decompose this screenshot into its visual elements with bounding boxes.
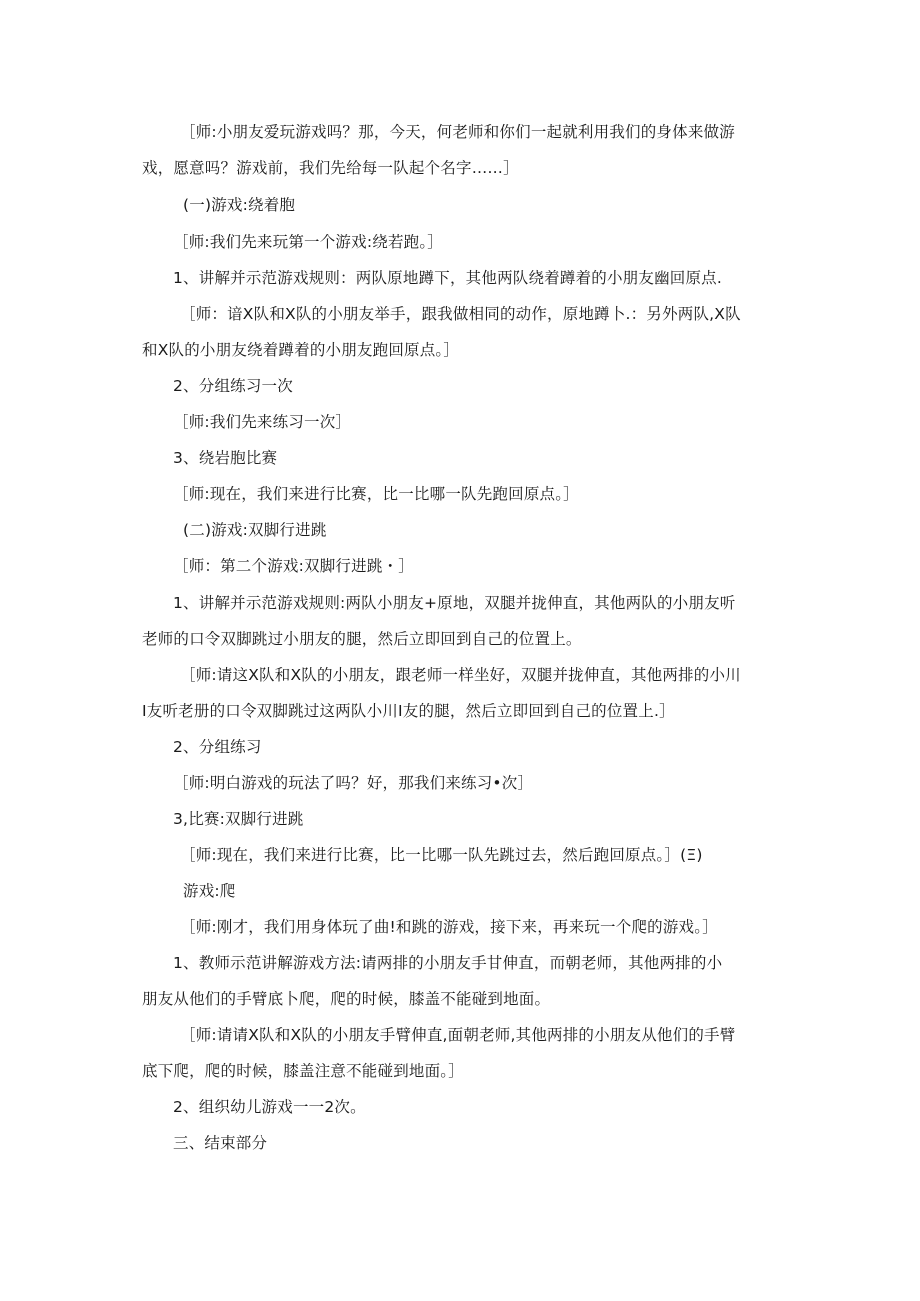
text-line: 3、绕岩胞比赛 xyxy=(173,449,278,467)
text-line: ［师:我们先来练习一次］ xyxy=(173,413,352,431)
text-line: 1、教师示范讲解游戏方法:请两排的小朋友手甘伸直，而朝老师，其他两排的小 xyxy=(173,954,723,972)
text-line: ［师：谙X队和X队的小朋友举手，跟我做相同的动作，原地蹲卜.：另外两队,X队 xyxy=(180,305,741,323)
text-line: I友听老册的口令双脚跳过这两队小川I友的腿，然后立即回到自己的位置上.］ xyxy=(142,702,675,720)
text-line: 底下爬，爬的时候，膝盖注意不能碰到地面。］ xyxy=(142,1062,464,1080)
text-line: ［师:现在，我们来进行比赛，比一比哪一队先跑回原点。］ xyxy=(173,485,579,503)
text-line: 3,比赛:双脚行进跳 xyxy=(173,810,304,828)
text-line: (二)游戏:双脚行进跳 xyxy=(183,521,327,539)
text-line: ［师:请请X队和X队的小朋友手臂伸直,面朝老师,其他两排的小朋友从他们的手臂 xyxy=(180,1026,736,1044)
text-line: ［师:我们先来玩第一个游戏:绕若跑。］ xyxy=(173,233,443,251)
text-line: 戏，愿意吗？游戏前，我们先给每一队起个名字……］ xyxy=(142,159,519,177)
text-line: ［师:小朋友爱玩游戏吗？那，今天，何老师和你们一起就利用我们的身体来做游 xyxy=(180,123,735,141)
text-line: ［师:现在，我们来进行比赛，比一比哪一队先跳过去，然后跑回原点。］(Ξ) xyxy=(180,846,703,864)
text-line: 和X队的小朋友绕着蹲着的小朋友跑回原点。］ xyxy=(142,341,460,359)
text-line: 老师的口令双脚跳过小朋友的腿，然后立即回到自己的位置上。 xyxy=(142,630,582,648)
text-line: 朋友从他们的手臂底卜爬，爬的时候，膝盖不能碰到地面。 xyxy=(142,990,551,1008)
text-line: 2、组织幼儿游戏一一2次。 xyxy=(173,1098,366,1116)
text-line: ［师:明白游戏的玩法了吗？好，那我们来练习•次］ xyxy=(173,774,534,792)
text-line: 2、分组练习一次 xyxy=(173,377,293,395)
text-line: ［师：第二个游戏:双脚行进跳・］ xyxy=(173,557,414,575)
text-line: 2、分组练习 xyxy=(173,738,262,756)
text-line: ［师:请这X队和X队的小朋友，跟老师一样坐好，双腿并拢伸直，其他两排的小川 xyxy=(180,666,741,684)
text-line: 1、讲解并示范游戏规则:两队小朋友+原地，双腿并拢伸直，其他两队的小朋友听 xyxy=(173,594,736,612)
text-line: 游戏:爬 xyxy=(183,882,236,900)
text-line: (一)游戏:绕着胞 xyxy=(183,196,296,214)
text-line: 1、讲解并示范游戏规则：两队原地蹲下，其他两队绕着蹲着的小朋友幽回原点. xyxy=(173,269,722,287)
text-line: 三、结束部分 xyxy=(173,1134,268,1152)
text-line: ［师:刚才，我们用身体玩了曲!和跳的游戏，接下来，再来玩一个爬的游戏。］ xyxy=(180,918,718,936)
